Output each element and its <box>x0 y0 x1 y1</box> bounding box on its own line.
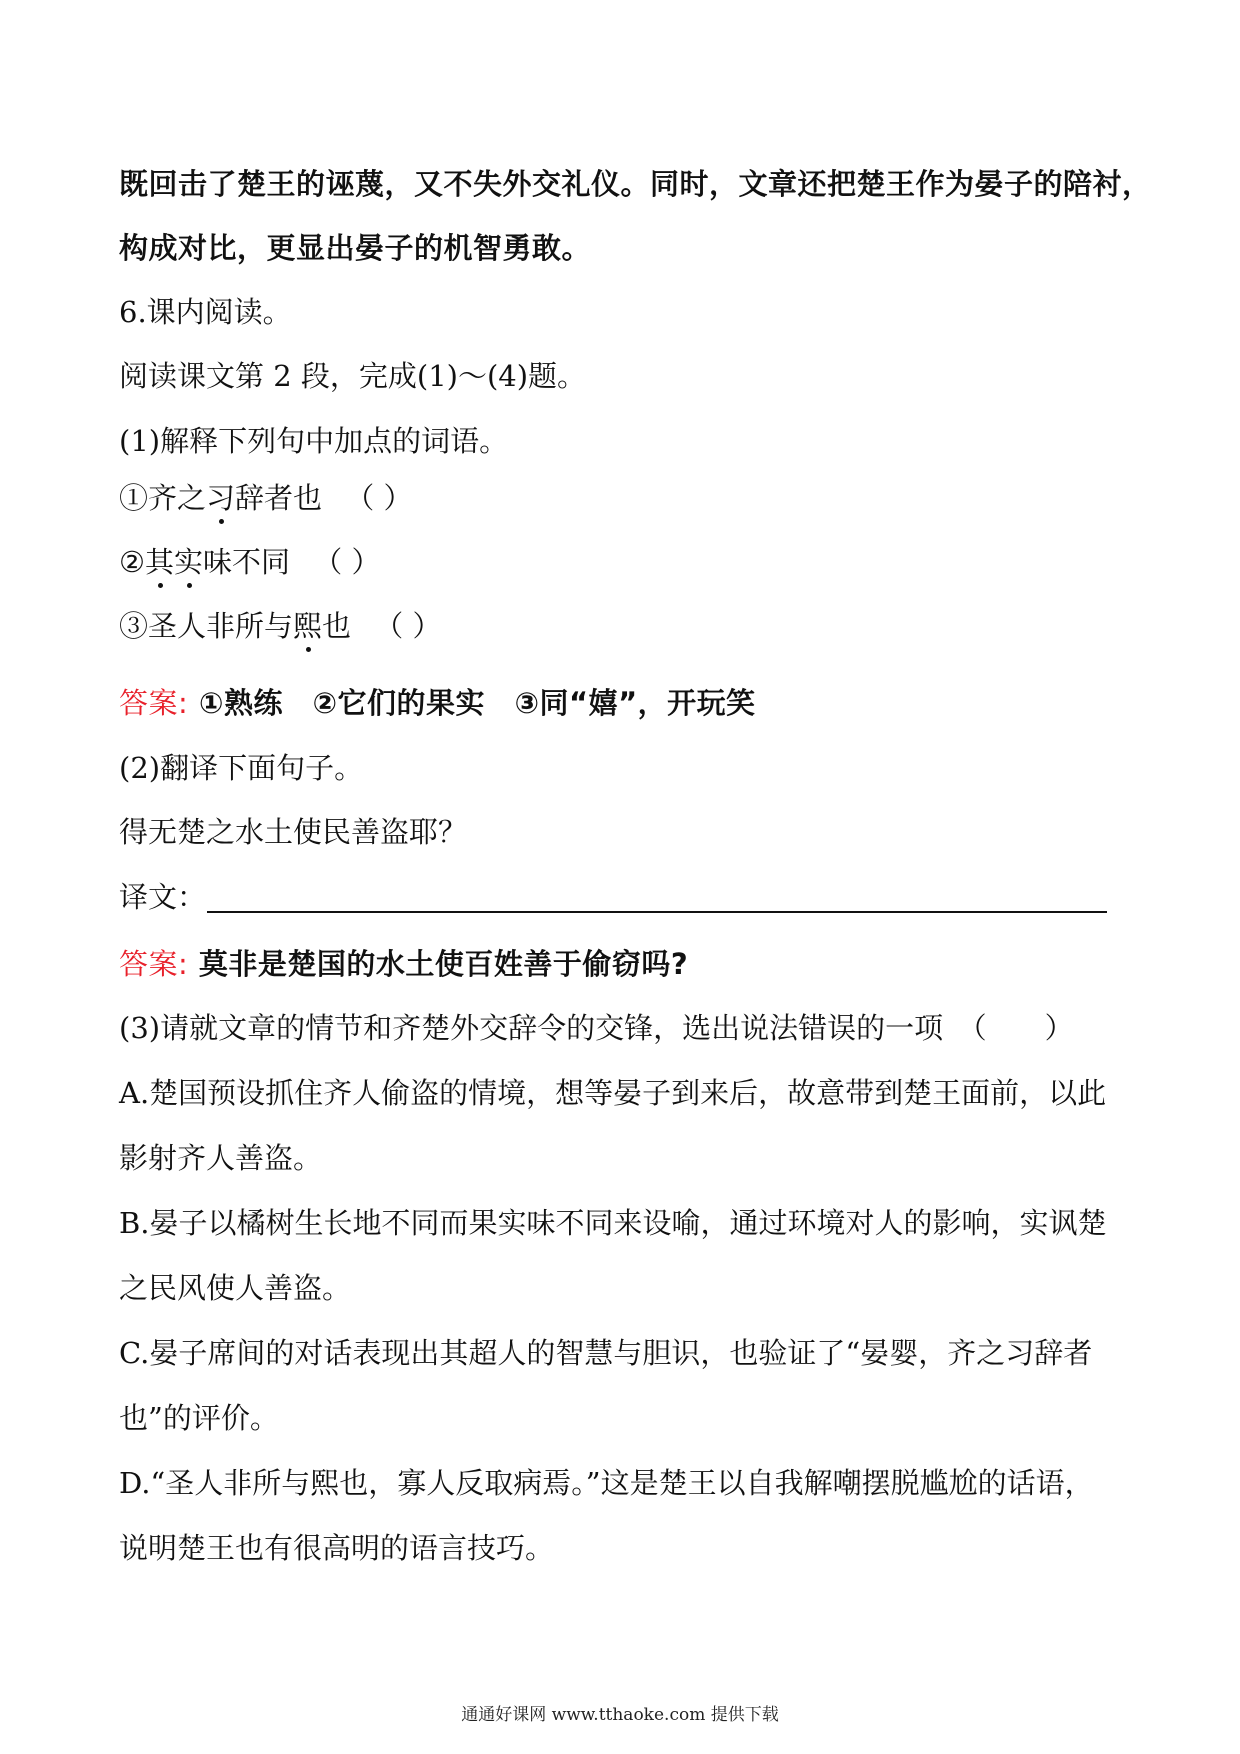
option-b-line-1: B.晏子以橘树生长地不同而果实味不同来设喻，通过环境对人的影响，实讽楚 <box>119 1206 1107 1240</box>
dotted-word: 熙 <box>293 606 322 646</box>
answer-label: 答案: <box>119 686 189 720</box>
option-c-line-1: C.晏子席间的对话表现出其超人的智慧与胆识，也验证了“晏婴，齐之习辞者 <box>119 1336 1093 1370</box>
option-d-line-1: D.“圣人非所与熙也，寡人反取病焉。”这是楚王以自我解嘲摆脱尴尬的话语， <box>119 1466 1094 1500</box>
translation-label: 译文： <box>119 880 207 914</box>
vocab-item-3: ③圣人非所与熙也 （ ） <box>119 606 441 646</box>
dotted-word <box>145 545 203 579</box>
answer-label: 答案: <box>119 947 189 981</box>
option-d-line-2: 说明楚王也有很高明的语言技巧。 <box>119 1531 555 1565</box>
answer-continuation-line-2: 构成对比，更显出晏子的机智勇敢。 <box>119 231 592 265</box>
page-footer: 通通好课网 www.tthaoke.com 提供下载 <box>461 1705 779 1725</box>
sub-question-3-prompt: (3)请就文章的情节和齐楚外交辞令的交锋，选出说法错误的一项 （ ） <box>119 1011 1074 1045</box>
question-6-title: 6.课内阅读。 <box>119 295 292 329</box>
answer-1 <box>119 683 756 723</box>
vocab-item-1: ①齐之习辞者也 （ ） <box>119 478 412 518</box>
answer-text: 莫非是楚国的水土使百姓善于偷窃吗? <box>198 947 689 981</box>
translation-sentence: 得无楚之水土使民善盗耶？ <box>119 815 468 849</box>
blank-parentheses[interactable]: （ ） <box>313 545 381 579</box>
option-a-line-1: A.楚国预设抓住齐人偷盗的情境，想等晏子到来后，故意带到楚王面前，以此 <box>119 1076 1107 1110</box>
blank-parentheses[interactable]: （ ） <box>345 481 413 515</box>
answer-2 <box>119 944 688 984</box>
blank-parentheses[interactable]: （ ） <box>374 609 442 643</box>
dotted-character: 其 <box>145 542 174 582</box>
answer-continuation-line-1: 既回击了楚王的诬蔑，又不失外交礼仪。同时，文章还把楚王作为晏子的陪衬， <box>119 167 1152 201</box>
option-c-line-2: 也”的评价。 <box>119 1401 279 1435</box>
answer-text: ①熟练 ②它们的果实 ③同“嬉”，开玩笑 <box>198 686 756 720</box>
dotted-character: 实 <box>174 542 203 582</box>
sub-question-2-prompt: (2)翻译下面句子。 <box>119 751 364 785</box>
option-b-line-2: 之民风使人善盗。 <box>119 1271 352 1305</box>
vocab-item-2: ②其实味不同 （ ） <box>119 542 380 582</box>
sub-question-1-prompt: (1)解释下列句中加点的词语。 <box>119 424 509 458</box>
question-6-instruction: 阅读课文第 2 段，完成(1)～(4)题。 <box>119 359 587 393</box>
dotted-word: 习 <box>206 478 235 518</box>
translation-answer-line[interactable] <box>207 911 1107 913</box>
option-a-line-2: 影射齐人善盗。 <box>119 1141 323 1175</box>
